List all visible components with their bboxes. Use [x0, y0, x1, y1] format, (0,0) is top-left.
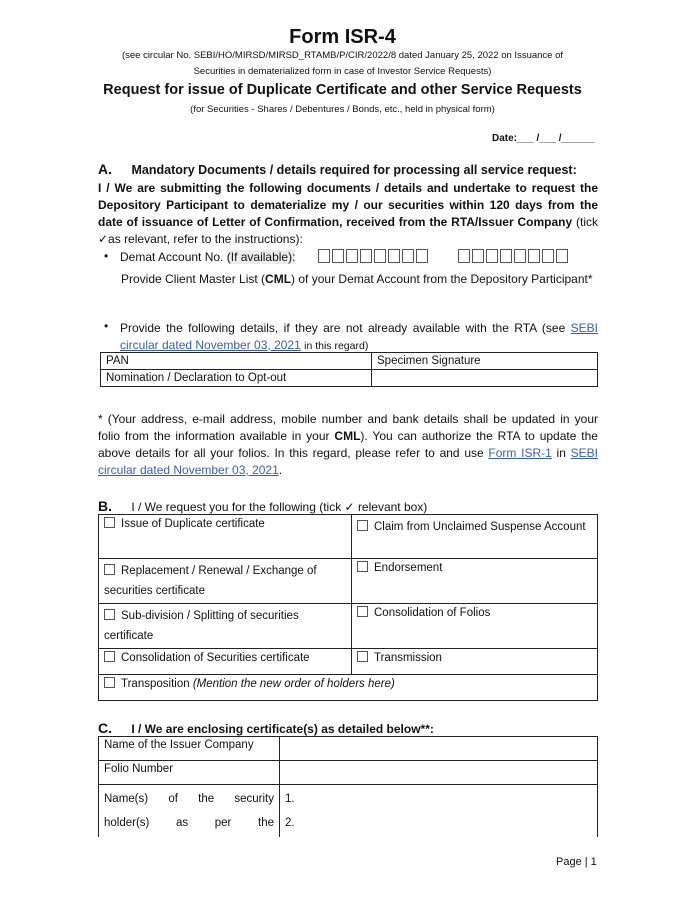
option-label: Transmission [374, 652, 442, 664]
bullet-icon: • [104, 249, 109, 263]
nomination-value[interactable] [372, 370, 598, 387]
issuer-label: Name of the Issuer Company [99, 737, 280, 761]
note-cml: CML [334, 429, 361, 443]
holders-label-2: holder(s) as per the [104, 817, 274, 829]
note-text-2: ). You can authorize the RTA to update the above details for all your folios. In this regard, please refer to and use [98, 429, 598, 460]
form-isr1-link[interactable]: Form ISR-1 [488, 446, 552, 460]
folio-value[interactable] [280, 761, 598, 785]
option-subdivision[interactable] [99, 604, 352, 649]
option-transposition[interactable] [99, 675, 598, 701]
page-number: Page | 1 [556, 856, 597, 868]
sebi-circular-link-2[interactable]: SEBI circular dated November 03, 2021 [98, 446, 598, 477]
cml-instruction [121, 271, 598, 288]
checkbox-icon[interactable] [357, 520, 368, 531]
transposition-label: Transposition [121, 678, 190, 690]
pan-label[interactable]: PAN [101, 353, 372, 370]
note-text-1: * (Your address, e-mail address, mobile number and bank details shall be updated in your folio from the information available in your [98, 412, 598, 443]
service-request-table [98, 514, 598, 701]
pan-table [100, 352, 598, 387]
nomination-label[interactable]: Nomination / Declaration to Opt-out [101, 370, 372, 387]
provide-text: Provide the following details, if they are not already available with the RTA (see [120, 321, 566, 335]
transposition-note: (Mention the new order of holders here) [192, 678, 395, 690]
section-b-title: I / We request you for the following (tick ✓ relevant box) [131, 500, 428, 514]
option-label: Replacement / Renewal / Exchange of securities certificate [104, 565, 317, 597]
option-label: Sub-division / Splitting of securities certificate [104, 610, 299, 642]
option-replacement[interactable] [99, 559, 352, 604]
folio-label: Folio Number [99, 761, 280, 785]
option-duplicate[interactable] [99, 515, 352, 559]
checkbox-icon[interactable] [357, 651, 368, 662]
section-c-heading [98, 720, 434, 736]
option-endorsement[interactable] [352, 559, 598, 604]
option-label: Endorsement [374, 562, 443, 574]
checkbox-icon[interactable] [104, 677, 115, 688]
demat-row [120, 250, 295, 264]
bullet-icon: • [104, 319, 109, 333]
note-end: . [278, 463, 283, 477]
circular-line-2: Securities in dematerialized form in case of Investor Service Requests) [193, 66, 492, 77]
holders-label-1: Name(s) of the security [104, 793, 274, 805]
holders-values[interactable] [280, 785, 598, 838]
sebi-circular-link[interactable]: SEBI circular dated November 03, 2021 [120, 321, 599, 352]
option-label: Issue of Duplicate certificate [121, 518, 265, 530]
issuer-value[interactable] [280, 737, 598, 761]
section-a-label: A. [98, 161, 112, 177]
holder-1[interactable]: 1. [285, 793, 295, 805]
option-label: Consolidation of Folios [374, 607, 491, 619]
option-transmission[interactable] [352, 649, 598, 675]
section-a [98, 161, 598, 248]
section-a-intro: I / We are submitting the following documents / details and undertake to request the Depository Participant to dematerialize my / our securities within 120 days from the date of issuance of Letter of Confirmation, received from the RTA/Issuer Company [98, 181, 598, 229]
demat-hint: (If available): [226, 250, 296, 264]
cml-bold: CML [265, 272, 292, 286]
option-unclaimed[interactable] [352, 515, 598, 559]
section-a-note [98, 411, 598, 479]
cml-text-2: ) of your Demat Account from the Depository Participant* [291, 272, 593, 286]
checkbox-icon[interactable] [104, 651, 115, 662]
provide-details [120, 320, 598, 355]
certificate-table [98, 736, 598, 837]
section-c-title: I / We are enclosing certificate(s) as detailed below**: [131, 722, 434, 736]
form-heading-sub: (for Securities - Shares / Debentures / Bonds, etc., held in physical form) [190, 104, 495, 115]
option-consolidation-folios[interactable] [352, 604, 598, 649]
form-title: Form ISR-4 [289, 26, 396, 48]
section-b-label: B. [98, 498, 112, 514]
section-a-intro-rest: (tick ✓as relevant, refer to the instructions): [98, 215, 599, 246]
form-heading: Request for issue of Duplicate Certificate and other Service Requests [103, 82, 582, 98]
cml-text-1: Provide Client Master List ( [121, 272, 266, 286]
checkbox-icon[interactable] [104, 564, 115, 575]
note-in: in [556, 446, 566, 460]
section-c-label: C. [98, 720, 112, 736]
section-a-title: Mandatory Documents / details required for processing all service request: [131, 163, 577, 177]
option-label: Consolidation of Securities certificate [121, 652, 310, 664]
demat-label: Demat Account No. [120, 250, 224, 264]
option-label: Claim from Unclaimed Suspense Account [374, 521, 586, 533]
provide-tail: in this regard) [304, 340, 369, 352]
checkbox-icon[interactable] [104, 609, 115, 620]
checkbox-icon[interactable] [104, 517, 115, 528]
checkbox-icon[interactable] [357, 561, 368, 572]
option-consolidation-securities[interactable] [99, 649, 352, 675]
demat-boxes-1[interactable] [318, 249, 430, 268]
signature-label[interactable]: Specimen Signature [372, 353, 598, 370]
checkbox-icon[interactable] [357, 606, 368, 617]
holder-2[interactable]: 2. [285, 817, 295, 829]
date-field[interactable]: Date:___ /___ /______ [492, 133, 595, 144]
holders-label [99, 785, 280, 838]
circular-line-1: (see circular No. SEBI/HO/MIRSD/MIRSD_RTAMB/P/CIR/2022/8 dated January 25, 2022 on Issuance of [121, 50, 564, 61]
section-b-heading [98, 498, 427, 514]
demat-boxes-2[interactable] [458, 249, 570, 268]
